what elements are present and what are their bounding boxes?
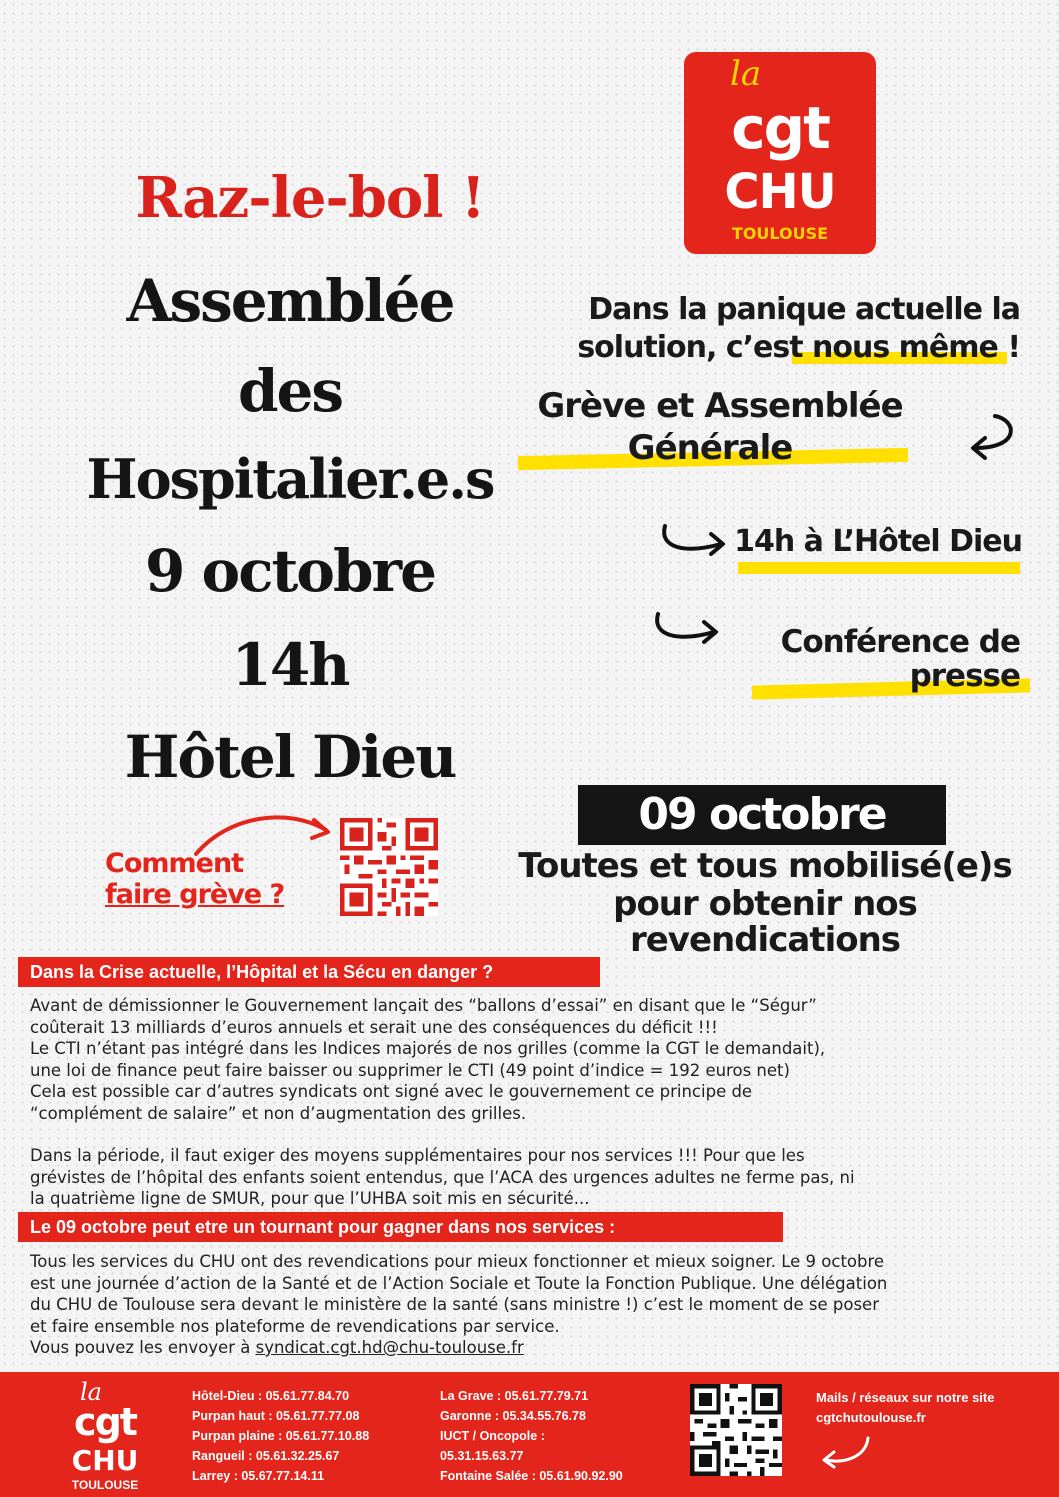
footer-contacts-col-2: La Grave : 05.61.77.79.71 Garonne : 05.34.55.76.78 IUCT / Oncopole : 05.31.15.63.77 Fontaine Salée : 05.61.90.92.90: [440, 1389, 623, 1483]
qr-code-strike[interactable]: [340, 818, 438, 916]
email-link[interactable]: syndicat.cgt.hd@chu-toulouse.fr: [255, 1338, 524, 1357]
highlight-time-place: [738, 562, 1020, 574]
greve-line-1: Grève et Assemblée: [537, 386, 903, 426]
cgt-chu-logo: [684, 52, 876, 254]
section-turning-point-title: Le 09 octobre peut etre un tournant pour gagner dans nos services :: [18, 1212, 783, 1242]
how-to-strike-link[interactable]: [105, 848, 315, 910]
mobilisation-line-3: revendications: [629, 920, 901, 960]
footer-website: [816, 1388, 1046, 1428]
panic-line-1: Dans la panique actuelle la: [588, 292, 1020, 327]
panic-line-2: solution, c’est nous même !: [577, 330, 1020, 365]
conference-line-1: Conférence de: [780, 624, 1020, 660]
curved-arrow-icon: [955, 410, 1025, 465]
footer-contacts-col-1: Hôtel-Dieu : 05.61.77.84.70 Purpan haut : 05.61.77.77.08 Purpan plaine : 05.61.77.10.88 Rangueil : 05.61.32.25.67 Larrey : 05.67.77.14.11: [192, 1389, 370, 1483]
headline-line-1: Assemblée: [126, 267, 454, 335]
qr-code-website[interactable]: [690, 1384, 782, 1476]
headline-line-4: 9 octobre: [144, 537, 436, 605]
date-banner: 09 octobre: [578, 785, 946, 845]
logo-city: TOULOUSE: [731, 224, 829, 243]
curved-arrow-icon: [816, 1434, 876, 1470]
footer-website-label: Mails / réseaux sur notre site: [816, 1390, 995, 1405]
time-place: 14h à L’Hôtel Dieu: [734, 524, 1022, 559]
footer-logo: la cgt CHU TOULOUSE: [71, 1378, 139, 1492]
headline-line-2: des: [237, 357, 343, 425]
logo-chu: CHU: [724, 164, 836, 220]
logo-la: la: [730, 54, 762, 94]
logo-cgt: cgt: [731, 94, 829, 162]
headline-line-6: Hôtel Dieu: [124, 723, 456, 791]
footer-website-url[interactable]: cgtchutoulouse.fr: [816, 1410, 926, 1425]
greve-line-2: Générale: [627, 428, 793, 468]
how-to-strike-line-2: faire grève ?: [105, 879, 285, 910]
how-to-strike-line-1: Comment: [105, 848, 244, 879]
headline-exclaim: Raz-le-bol !: [135, 165, 485, 231]
section-crisis-text: Avant de démissionner le Gouvernement lançait des “ballons d’essai” en disant que le “Ségur” coûterait 13 milliards d’euros annuels et serait une des conséquences du déficit !!! Le CTI n’étant pas intégré dans les Indices majorés de nos grilles (comme la CGT le demandait), une loi de finance peut faire baisser ou supprimer le CTI (49 point d’indice = 192 euros net) Cela est possible car d’autres syndicats ont signé avec le gouvernement ce principe de “complément de salaire” et non d’augmentation des grilles. Dans la période, il faut exiger des moyens supplémentaires pour nos services !!! Pour que les grévistes de l’hôpital des enfants soient entendus, que l’ACA des urgences adultes ne ferme pas, ni la quatrième ligne de SMUR, pour que l’UHBA soit mis en sécurité...: [30, 996, 855, 1208]
section-crisis-title: Dans la Crise actuelle, l’Hôpital et la Sécu en danger ?: [18, 957, 600, 987]
headline-line-5: 14h: [231, 631, 349, 699]
mobilisation-line-2: pour obtenir nos: [613, 884, 917, 924]
headline-line-3: Hospitalier.e.s: [86, 447, 494, 511]
conference-line-2: presse: [909, 658, 1020, 694]
section-turning-point-text: Tous les services du CHU ont des revendications pour mieux fonctionner et mieux soigner. Le 9 octobre est une journée d’action de la Santé et de l’Action Sociale et Toute la Fonction Publique. Une délégation du CHU de Toulouse sera devant le ministère de la santé (sans ministre !) c’est le moment de se poser et faire ensemble nos plateforme de revendications par service. Vous pouvez les envoyer à syndicat.cgt.hd@chu-toulouse.fr: [30, 1252, 888, 1357]
mobilisation-line-1: Toutes et tous mobilisé(e)s: [518, 846, 1012, 886]
footer: [0, 1372, 1059, 1497]
